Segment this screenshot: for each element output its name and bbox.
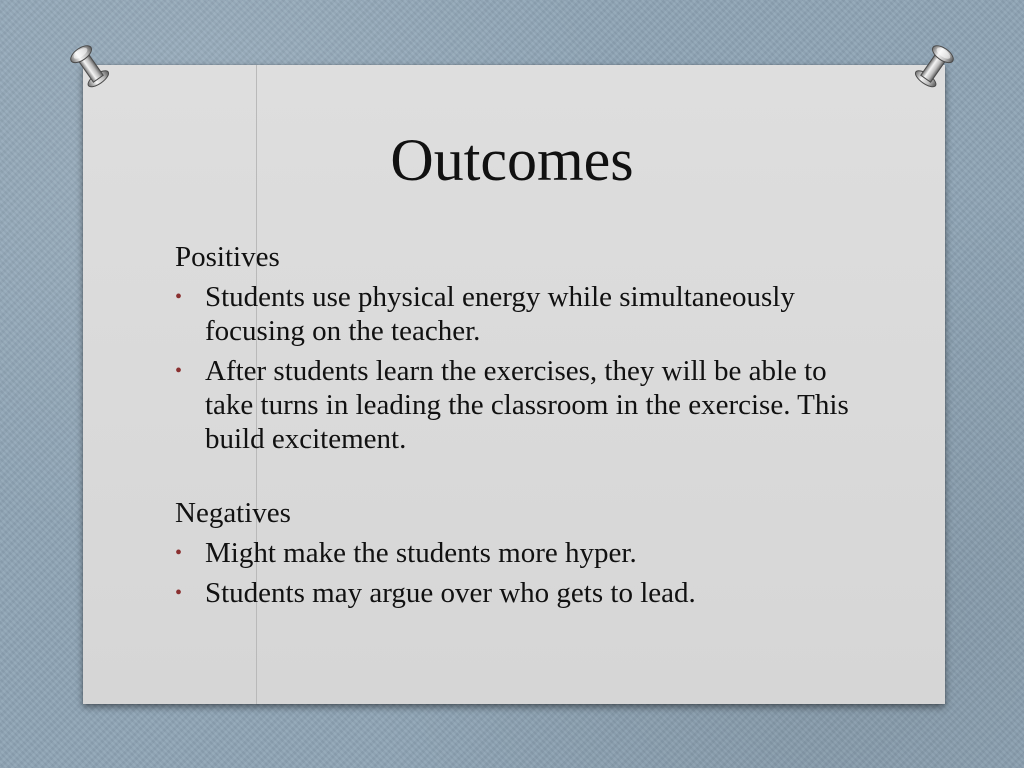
bullet-dot-icon: •	[175, 286, 183, 308]
bullet-text: Might make the students more hyper.	[205, 537, 637, 569]
section-heading-positives: Positives	[175, 241, 280, 273]
negatives-list	[175, 536, 865, 610]
section-spacer	[175, 462, 865, 496]
bullet-text: Students may argue over who gets to lead.	[205, 577, 696, 609]
slide-content	[175, 240, 865, 616]
section-heading-negatives: Negatives	[175, 497, 291, 529]
bullet-dot-icon: •	[175, 360, 183, 382]
bullet-text: After students learn the exercises, they will be able to take turns in leading the classroom in the exercise. This build excitement.	[205, 355, 849, 455]
list-item	[175, 280, 865, 348]
bullet-text: Students use physical energy while simultaneously focusing on the teacher.	[205, 281, 795, 347]
list-item	[175, 354, 865, 456]
bullet-dot-icon: •	[175, 582, 183, 604]
bullet-dot-icon: •	[175, 542, 183, 564]
list-item	[175, 576, 865, 610]
positives-list	[175, 280, 865, 456]
slide-title: Outcomes	[390, 127, 634, 193]
list-item	[175, 536, 865, 570]
